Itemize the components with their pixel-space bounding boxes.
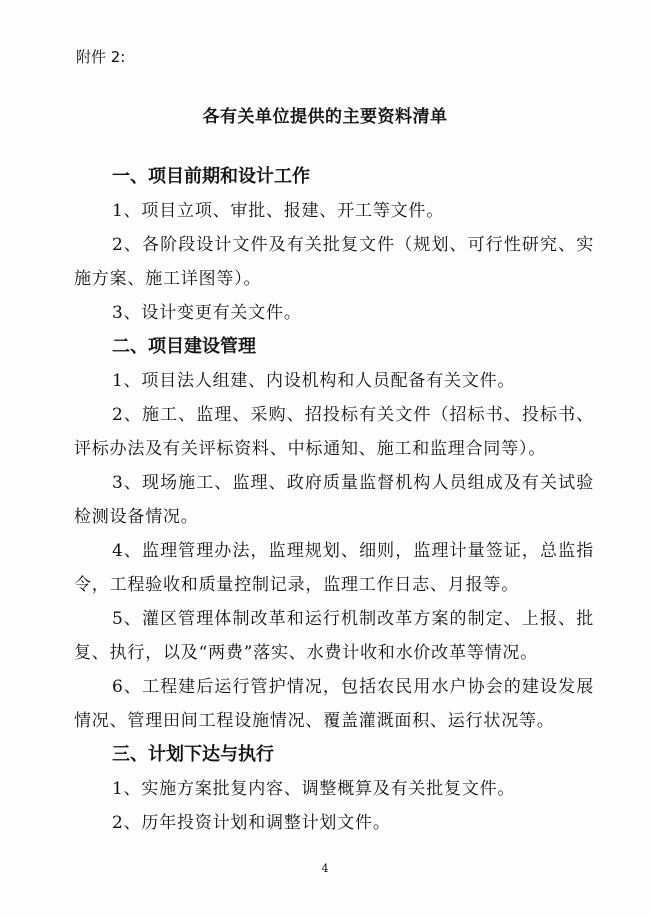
- document-body: [74, 160, 594, 840]
- section-2: [74, 330, 594, 738]
- list-item: 2、各阶段设计文件及有关批复文件（规划、可行性研究、实施方案、施工详图等）。: [74, 235, 594, 289]
- list-item: 1、实施方案批复内容、调整概算及有关批复文件。: [112, 779, 516, 799]
- section-heading: 一、项目前期和设计工作: [112, 166, 310, 187]
- list-item: 1、项目立项、审批、报建、开工等文件。: [112, 201, 445, 221]
- list-item: 4、监理管理办法，监理规划、细则，监理计量签证，总监指令，工程验收和质量控制记录，监理工作日志、月报等。: [74, 541, 594, 595]
- list-item: 3、设计变更有关文件。: [112, 303, 302, 323]
- list-item: 3、现场施工、监理、政府质量监督机构人员组成及有关试验检测设备情况。: [74, 473, 594, 527]
- section-3: [74, 738, 594, 840]
- section-heading: 二、项目建设管理: [112, 336, 256, 357]
- document-title: 各有关单位提供的主要资料清单: [202, 107, 448, 127]
- list-item: 2、施工、监理、采购、招投标有关文件（招标书、投标书、评标办法及有关评标资料、中标通知、施工和监理合同等）。: [74, 405, 594, 459]
- section-heading: 三、计划下达与执行: [112, 744, 274, 765]
- list-item: 5、灌区管理体制改革和运行机制改革方案的制定、上报、批复、执行，以及“两费”落实、水费计收和水价改革等情况。: [74, 609, 594, 663]
- list-item: 2、历年投资计划和调整计划文件。: [112, 813, 391, 833]
- section-1: [74, 160, 594, 330]
- page-number: 4: [321, 862, 329, 875]
- list-item: 6、工程建后运行管护情况，包括农民用水户协会的建设发展情况、管理田间工程设施情况、覆盖灌溉面积、运行状况等。: [74, 677, 594, 731]
- list-item: 1、项目法人组建、内设机构和人员配备有关文件。: [112, 371, 516, 391]
- attachment-label: 附件 2:: [76, 48, 126, 66]
